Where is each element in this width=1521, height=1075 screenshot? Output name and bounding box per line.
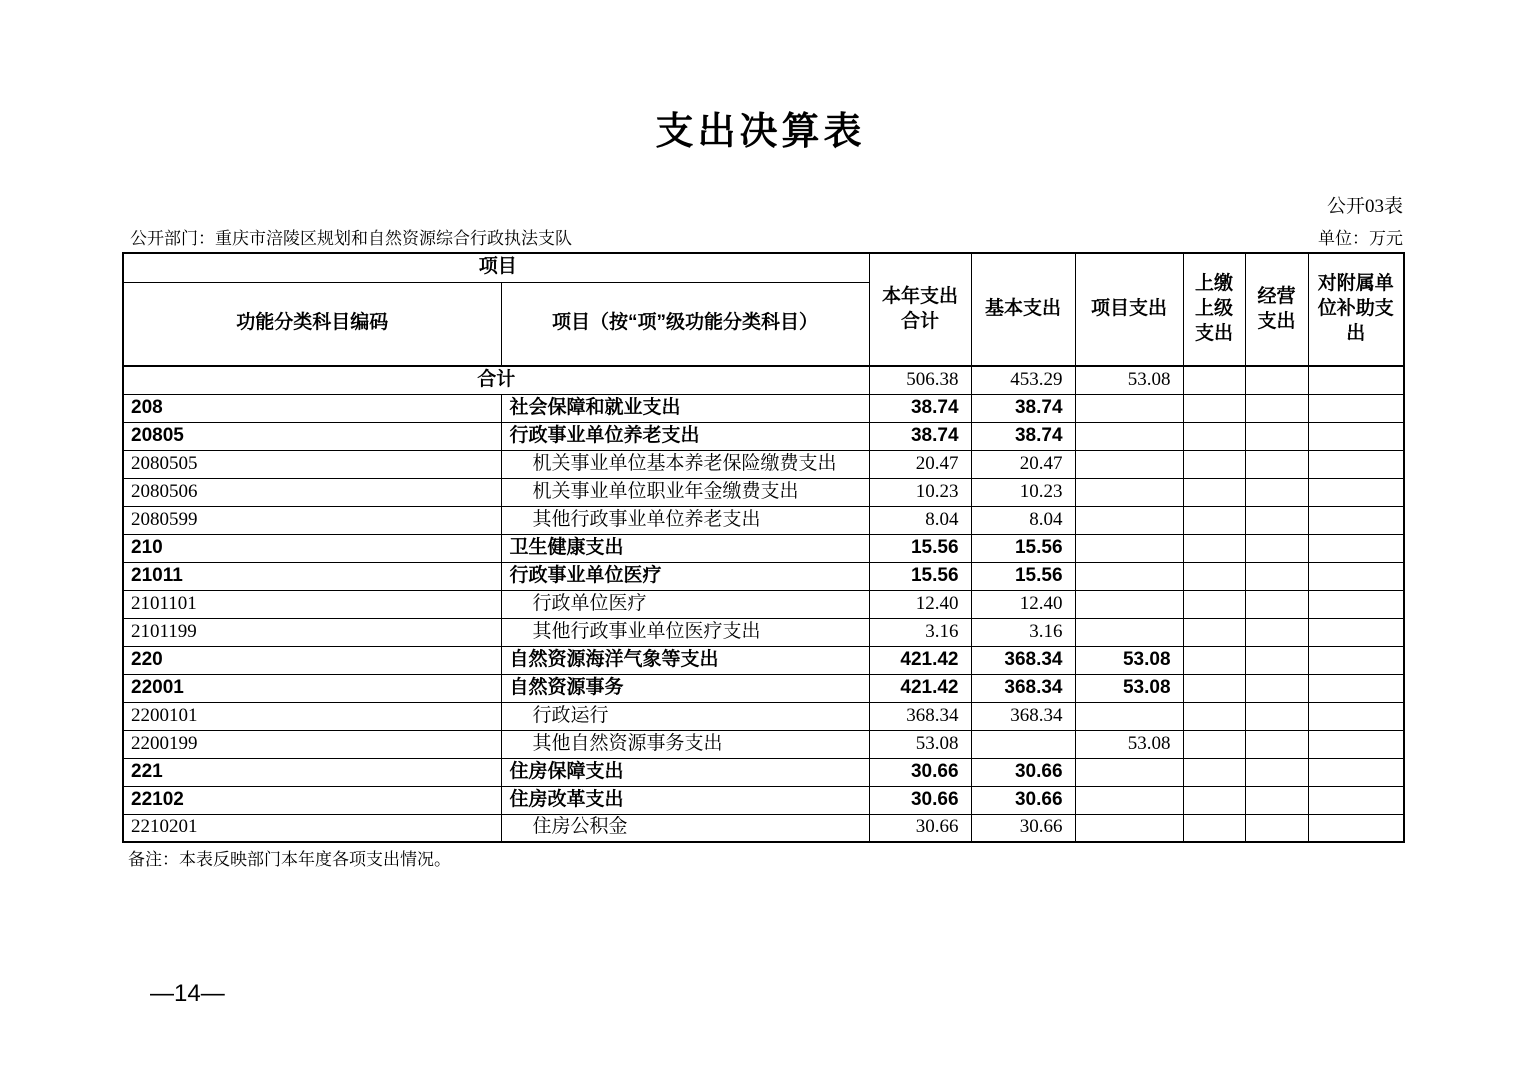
year-total-cell: 30.66 [869, 758, 971, 786]
table-row [123, 534, 1404, 562]
header-col-basic: 基本支出 [971, 253, 1075, 366]
expenditure-table [122, 252, 1405, 843]
operating-cell [1245, 814, 1308, 842]
upper-level-cell [1183, 814, 1245, 842]
year-total-cell: 30.66 [869, 814, 971, 842]
year-total-cell: 8.04 [869, 506, 971, 534]
subsidy-cell [1308, 618, 1404, 646]
table-row [123, 450, 1404, 478]
item-name-cell: 行政事业单位养老支出 [501, 422, 869, 450]
operating-cell [1245, 450, 1308, 478]
department-label: 公开部门：重庆市涪陵区规划和自然资源综合行政执法支队 [130, 229, 572, 248]
subsidy-cell [1308, 478, 1404, 506]
item-name-cell: 其他自然资源事务支出 [501, 730, 869, 758]
function-code-cell: 21011 [123, 562, 501, 590]
total-value-basic: 453.29 [971, 366, 1075, 394]
upper-level-cell [1183, 478, 1245, 506]
total-value-subsidy [1308, 366, 1404, 394]
subsidy-cell [1308, 786, 1404, 814]
function-code-cell: 208 [123, 394, 501, 422]
header-col-upper-level: 上缴上级支出 [1183, 253, 1245, 366]
project-expense-cell [1075, 814, 1183, 842]
year-total-cell: 20.47 [869, 450, 971, 478]
item-name-cell: 自然资源事务 [501, 674, 869, 702]
basic-expense-cell: 3.16 [971, 618, 1075, 646]
header-row-top [123, 253, 1404, 282]
doc-number-label: 公开03表 [1326, 196, 1403, 217]
table-row [123, 814, 1404, 842]
header-col-subsidy: 对附属单位补助支出 [1308, 253, 1404, 366]
operating-cell [1245, 618, 1308, 646]
operating-cell [1245, 534, 1308, 562]
subsidy-cell [1308, 562, 1404, 590]
item-name-cell: 行政单位医疗 [501, 590, 869, 618]
operating-cell [1245, 422, 1308, 450]
year-total-cell: 38.74 [869, 422, 971, 450]
item-name-cell: 住房保障支出 [501, 758, 869, 786]
basic-expense-cell: 30.66 [971, 814, 1075, 842]
subsidy-cell [1308, 758, 1404, 786]
upper-level-cell [1183, 590, 1245, 618]
table-row [123, 702, 1404, 730]
operating-cell [1245, 478, 1308, 506]
page-title: 支出决算表 [655, 111, 866, 153]
year-total-cell: 15.56 [869, 534, 971, 562]
table-row [123, 590, 1404, 618]
upper-level-cell [1183, 674, 1245, 702]
item-name-cell: 卫生健康支出 [501, 534, 869, 562]
subsidy-cell [1308, 646, 1404, 674]
year-total-cell: 15.56 [869, 562, 971, 590]
upper-level-cell [1183, 730, 1245, 758]
function-code-cell: 221 [123, 758, 501, 786]
table-row [123, 422, 1404, 450]
total-value-upper [1183, 366, 1245, 394]
project-expense-cell: 53.08 [1075, 646, 1183, 674]
item-name-cell: 机关事业单位职业年金缴费支出 [501, 478, 869, 506]
total-value-year: 506.38 [869, 366, 971, 394]
table-row [123, 562, 1404, 590]
basic-expense-cell: 10.23 [971, 478, 1075, 506]
subsidy-cell [1308, 506, 1404, 534]
item-name-cell: 行政事业单位医疗 [501, 562, 869, 590]
project-expense-cell [1075, 506, 1183, 534]
operating-cell [1245, 590, 1308, 618]
header-col-code: 功能分类科目编码 [123, 282, 501, 366]
project-expense-cell [1075, 590, 1183, 618]
year-total-cell: 3.16 [869, 618, 971, 646]
function-code-cell: 2200101 [123, 702, 501, 730]
unit-label: 单位：万元 [1318, 229, 1403, 248]
year-total-cell: 38.74 [869, 394, 971, 422]
upper-level-cell [1183, 422, 1245, 450]
upper-level-cell [1183, 618, 1245, 646]
function-code-cell: 2101101 [123, 590, 501, 618]
subsidy-cell [1308, 730, 1404, 758]
operating-cell [1245, 702, 1308, 730]
header-col-year-total: 本年支出合计 [869, 253, 971, 366]
operating-cell [1245, 730, 1308, 758]
operating-cell [1245, 506, 1308, 534]
project-expense-cell: 53.08 [1075, 674, 1183, 702]
year-total-cell: 421.42 [869, 674, 971, 702]
basic-expense-cell: 8.04 [971, 506, 1075, 534]
subsidy-cell [1308, 450, 1404, 478]
basic-expense-cell: 15.56 [971, 562, 1075, 590]
table-row [123, 758, 1404, 786]
subsidy-cell [1308, 814, 1404, 842]
year-total-cell: 30.66 [869, 786, 971, 814]
item-name-cell: 住房公积金 [501, 814, 869, 842]
item-name-cell: 自然资源海洋气象等支出 [501, 646, 869, 674]
total-value-project: 53.08 [1075, 366, 1183, 394]
basic-expense-cell: 368.34 [971, 702, 1075, 730]
year-total-cell: 12.40 [869, 590, 971, 618]
page-number: —14— [150, 980, 225, 1007]
item-name-cell: 其他行政事业单位医疗支出 [501, 618, 869, 646]
basic-expense-cell: 30.66 [971, 786, 1075, 814]
basic-expense-cell: 38.74 [971, 394, 1075, 422]
item-name-cell: 机关事业单位基本养老保险缴费支出 [501, 450, 869, 478]
upper-level-cell [1183, 506, 1245, 534]
operating-cell [1245, 674, 1308, 702]
project-expense-cell [1075, 394, 1183, 422]
operating-cell [1245, 646, 1308, 674]
basic-expense-cell: 20.47 [971, 450, 1075, 478]
table-row [123, 394, 1404, 422]
basic-expense-cell: 368.34 [971, 674, 1075, 702]
function-code-cell: 22102 [123, 786, 501, 814]
function-code-cell: 2080506 [123, 478, 501, 506]
function-code-cell: 2101199 [123, 618, 501, 646]
year-total-cell: 421.42 [869, 646, 971, 674]
total-row [123, 366, 1404, 394]
project-expense-cell [1075, 422, 1183, 450]
basic-expense-cell [971, 730, 1075, 758]
operating-cell [1245, 758, 1308, 786]
function-code-cell: 2080599 [123, 506, 501, 534]
upper-level-cell [1183, 646, 1245, 674]
header-project-group: 项目 [123, 253, 869, 282]
basic-expense-cell: 12.40 [971, 590, 1075, 618]
table-row [123, 506, 1404, 534]
upper-level-cell [1183, 562, 1245, 590]
basic-expense-cell: 38.74 [971, 422, 1075, 450]
project-expense-cell [1075, 758, 1183, 786]
upper-level-cell [1183, 786, 1245, 814]
project-expense-cell [1075, 534, 1183, 562]
year-total-cell: 10.23 [869, 478, 971, 506]
function-code-cell: 22001 [123, 674, 501, 702]
function-code-cell: 220 [123, 646, 501, 674]
subsidy-cell [1308, 702, 1404, 730]
function-code-cell: 210 [123, 534, 501, 562]
table-row [123, 674, 1404, 702]
operating-cell [1245, 562, 1308, 590]
basic-expense-cell: 368.34 [971, 646, 1075, 674]
header-col-item: 项目（按“项”级功能分类科目） [501, 282, 869, 366]
subsidy-cell [1308, 674, 1404, 702]
upper-level-cell [1183, 450, 1245, 478]
function-code-cell: 2210201 [123, 814, 501, 842]
header-col-project: 项目支出 [1075, 253, 1183, 366]
meta-row [122, 224, 1403, 249]
item-name-cell: 社会保障和就业支出 [501, 394, 869, 422]
total-value-operating [1245, 366, 1308, 394]
table-row [123, 786, 1404, 814]
item-name-cell: 其他行政事业单位养老支出 [501, 506, 869, 534]
operating-cell [1245, 786, 1308, 814]
project-expense-cell: 53.08 [1075, 730, 1183, 758]
project-expense-cell [1075, 478, 1183, 506]
upper-level-cell [1183, 394, 1245, 422]
upper-level-cell [1183, 758, 1245, 786]
table-row [123, 618, 1404, 646]
subsidy-cell [1308, 534, 1404, 562]
project-expense-cell [1075, 618, 1183, 646]
table-row [123, 478, 1404, 506]
operating-cell [1245, 394, 1308, 422]
project-expense-cell [1075, 450, 1183, 478]
subsidy-cell [1308, 422, 1404, 450]
project-expense-cell [1075, 702, 1183, 730]
function-code-cell: 2080505 [123, 450, 501, 478]
year-total-cell: 368.34 [869, 702, 971, 730]
project-expense-cell [1075, 562, 1183, 590]
table-row [123, 730, 1404, 758]
upper-level-cell [1183, 534, 1245, 562]
item-name-cell: 住房改革支出 [501, 786, 869, 814]
footnote: 备注：本表反映部门本年度各项支出情况。 [128, 850, 451, 869]
project-expense-cell [1075, 786, 1183, 814]
basic-expense-cell: 15.56 [971, 534, 1075, 562]
header-col-operating: 经营支出 [1245, 253, 1308, 366]
basic-expense-cell: 30.66 [971, 758, 1075, 786]
table-row [123, 646, 1404, 674]
function-code-cell: 2200199 [123, 730, 501, 758]
subsidy-cell [1308, 394, 1404, 422]
item-name-cell: 行政运行 [501, 702, 869, 730]
function-code-cell: 20805 [123, 422, 501, 450]
total-label: 合计 [123, 366, 869, 394]
upper-level-cell [1183, 702, 1245, 730]
year-total-cell: 53.08 [869, 730, 971, 758]
subsidy-cell [1308, 590, 1404, 618]
